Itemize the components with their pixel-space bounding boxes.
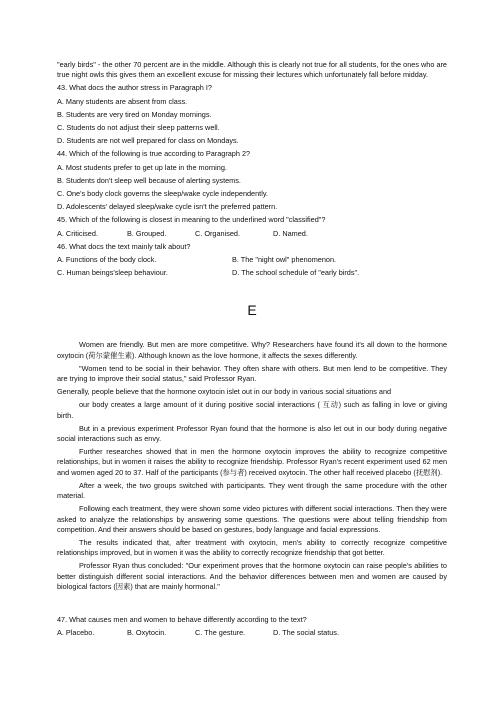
q47-option-b: B. Oxytocin. (127, 628, 167, 638)
q43-option-a: A. Many students are absent from class. (57, 96, 188, 106)
intro-paragraph: "early birds" - the other 70 percent are in the middle. Although this is clearly not true for all students, for the ones who are true night owls this gives them an excellent excuse for missing their lectures which unfortunately fall before midday. (57, 60, 447, 80)
q45-options-row (57, 229, 447, 239)
passage-paragraph-5: But in a previous experiment Professor Ryan found that the hormone is also let out in our body during negative social interactions such as envy. (57, 423, 447, 444)
question-47-stem: 47. What causes men and women to behave differently according to the text? (57, 614, 307, 624)
q45-option-b: B. Grouped. (127, 228, 167, 238)
passage-paragraph-6: Further researches showed that in men the hormone oxytocin improves the ability to recognize competitive relationships, but in women it raises the ability to recognize friendship. Professor Ryan's recent experiment used 62 men and women aged 20 to 37. Half of the participants (参与者) received oxytocin. The other half received placebo (抚慰剂). (57, 447, 447, 477)
q47-option-a: A. Placebo. (57, 628, 95, 638)
q47-option-c: C. The gesture. (195, 628, 246, 638)
document-page (57, 60, 447, 641)
q46-option-d: D. The school schedule of "early birds". (232, 268, 360, 278)
q43-option-c: C. Students do not adjust their sleep patterns well. (57, 123, 220, 133)
passage-paragraph-8: Following each treatment, they were shown some video pictures with different social interactions. Then they were asked to analyze the relationships by answering some questions. The questions were about telling friendship from competition. And their answers should be based on gestures, body language and facial expressions. (57, 504, 447, 534)
q45-option-c: C. Organised. (195, 228, 241, 238)
q46-options-row-2 (57, 268, 447, 278)
q44-option-d: D. Adolescents' delayed sleep/wake cycle isn't the preferred pattern. (57, 202, 278, 212)
q43-option-d: D. Students are not well prepared for class on Mondays. (57, 136, 239, 146)
q44-option-c: C. One's body clock governs the sleep/wake cycle independently. (57, 189, 268, 199)
passage-paragraph-4: our body creates a large amount of it during positive social interactions ( 互动) such as falling in love or giving birth. (57, 400, 447, 420)
passage-paragraph-9: The results indicated that, after treatment with oxytocin, men's ability to correctly recognize competitive relationships improved, but in women it was the ability to correctly recognize friendship that got better. (57, 537, 447, 558)
passage-paragraph-10: Professor Ryan thus concluded: "Our experiment proves that the hormone oxytocin can raise people's abilities to better distinguish different social interactions. And the behavior differences between men and women are caused by biological factors (因素) that are mainly hormonal." (57, 561, 447, 591)
q47-option-d: D. The social status. (273, 628, 339, 638)
question-43-stem: 43. What docs the author stress in Paragraph I? (57, 83, 212, 93)
section-title: E (247, 302, 257, 319)
q46-options-row-1 (57, 255, 447, 265)
passage-paragraph-1: Women are friendly. But men are more competitive. Why? Researchers have found it's all down to the hormone oxytocin (荷尔蒙催生素). Although known as the love hormone, it affects the sexes differently. (57, 340, 447, 360)
q45-option-d: D. Named. (273, 228, 308, 238)
q45-option-a: A. Criticised. (57, 228, 98, 238)
passage-paragraph-3: Generally, people believe that the hormone oxytocin islet out in our body in various social situations and (57, 387, 392, 397)
question-46-stem: 46. What docs the text mainly talk about? (57, 241, 191, 251)
q43-option-b: B. Students are very tired on Monday mornings. (57, 109, 212, 119)
q44-option-b: B. Students don't sleep well because of alerting systems. (57, 175, 241, 185)
q46-option-a: A. Functions of the body clock. (57, 255, 157, 265)
q46-option-b: B. The "night owl" phenomenon. (232, 255, 337, 265)
passage-paragraph-2: "Women tend to be social in their behavior. They often share with others. But men lend to be competitive. They are trying to improve their social status," said Professor Ryan. (57, 363, 447, 384)
question-44-stem: 44. Which of the following is true according to Paragraph 2? (57, 149, 251, 159)
q46-option-c: C. Human beings'sleep behaviour. (57, 268, 168, 278)
q47-options-row (57, 628, 447, 638)
passage-paragraph-7: After a week, the two groups switched with participants. They went tlrough the same procedure with the other material. (57, 480, 447, 501)
q44-option-a: A. Most students prefer to get up late in the morning. (57, 162, 227, 172)
question-45-stem: 45. Which of the following is closest in meaning to the underlined word "classified"? (57, 215, 326, 225)
